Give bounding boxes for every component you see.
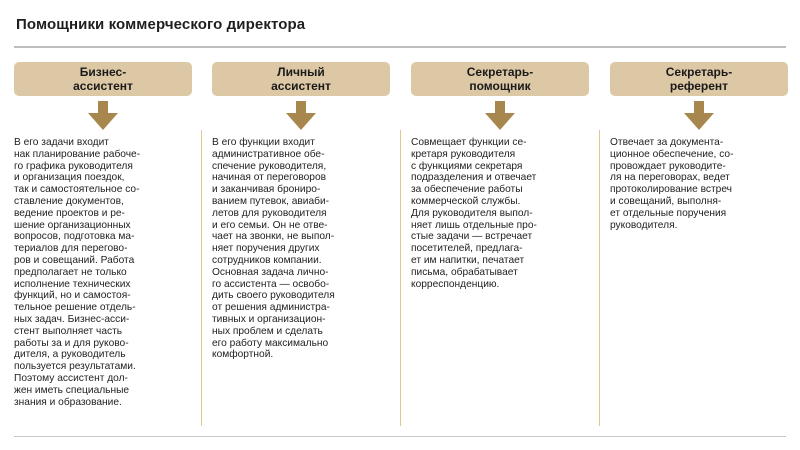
down-arrow-icon — [679, 101, 719, 131]
page-title: Помощники коммерческого директора — [16, 16, 306, 33]
column-description: Совмещает функции се- кретаря руководителя с функциями секретаря подразделения и отвечает за обеспечение работы коммерческой службы. Для руководителя выпол- няет лишь отдельные про- стые задачи — встречает посетителей, предлага- ет им напитки, печатает письма, обрабатывает корреспонденцию. — [411, 137, 537, 290]
column-description: Отвечает за документа- ционное обеспечение, со- провождает руководите- ля на переговорах, ведет протоколирование встреч и совещаний, выполня- ет отдельные поручения руководителя. — [610, 137, 734, 231]
column-description: В его задачи входит нак планирование рабоче- го графика руководителя и организация поездок, так и самостоятельное со- ставление документов, ведение проектов и ре- шение организационных вопросов, подготовка ма- териалов для перегово- ров и совещаний. Работа предполагает не только исполнение технических функций, но и самостоя- тельное решение отдель- ных задач. Бизнес-асси- стент выполняет часть работы за и для руково- дителя, а руководитель пользуется результатами. Поэтому ассистент дол- жен иметь специальные знания и образование. — [14, 137, 141, 408]
column-heading: Секретарь- помощник — [411, 62, 589, 96]
column-heading: Бизнес- ассистент — [14, 62, 192, 96]
column-divider — [400, 130, 401, 426]
column-divider — [599, 130, 600, 426]
column-secretary-assistant — [411, 62, 589, 290]
top-divider — [14, 46, 786, 48]
bottom-divider — [14, 436, 786, 437]
down-arrow-icon — [480, 101, 520, 131]
column-description: В его функции входит административное обе- спечение руководителя, начиная от переговоров и заканчивая брониро- ванием путевок, авиаби- летов для руководителя и его семьи. Он не отве- чает на звонки, не выпол- няет поручения других сотрудников компании. Основная задача лично- го ассистента — освобо- дить своего руководителя от решения администра- тивных и организацион- ных проблем и сделать его работу максимально комфортной. — [212, 137, 335, 361]
column-business-assistant — [14, 62, 192, 408]
column-heading: Личный ассистент — [212, 62, 390, 96]
column-secretary-referent — [610, 62, 788, 231]
down-arrow-icon — [281, 101, 321, 131]
column-heading: Секретарь- референт — [610, 62, 788, 96]
column-personal-assistant — [212, 62, 390, 361]
column-divider — [201, 130, 202, 426]
down-arrow-icon — [83, 101, 123, 131]
